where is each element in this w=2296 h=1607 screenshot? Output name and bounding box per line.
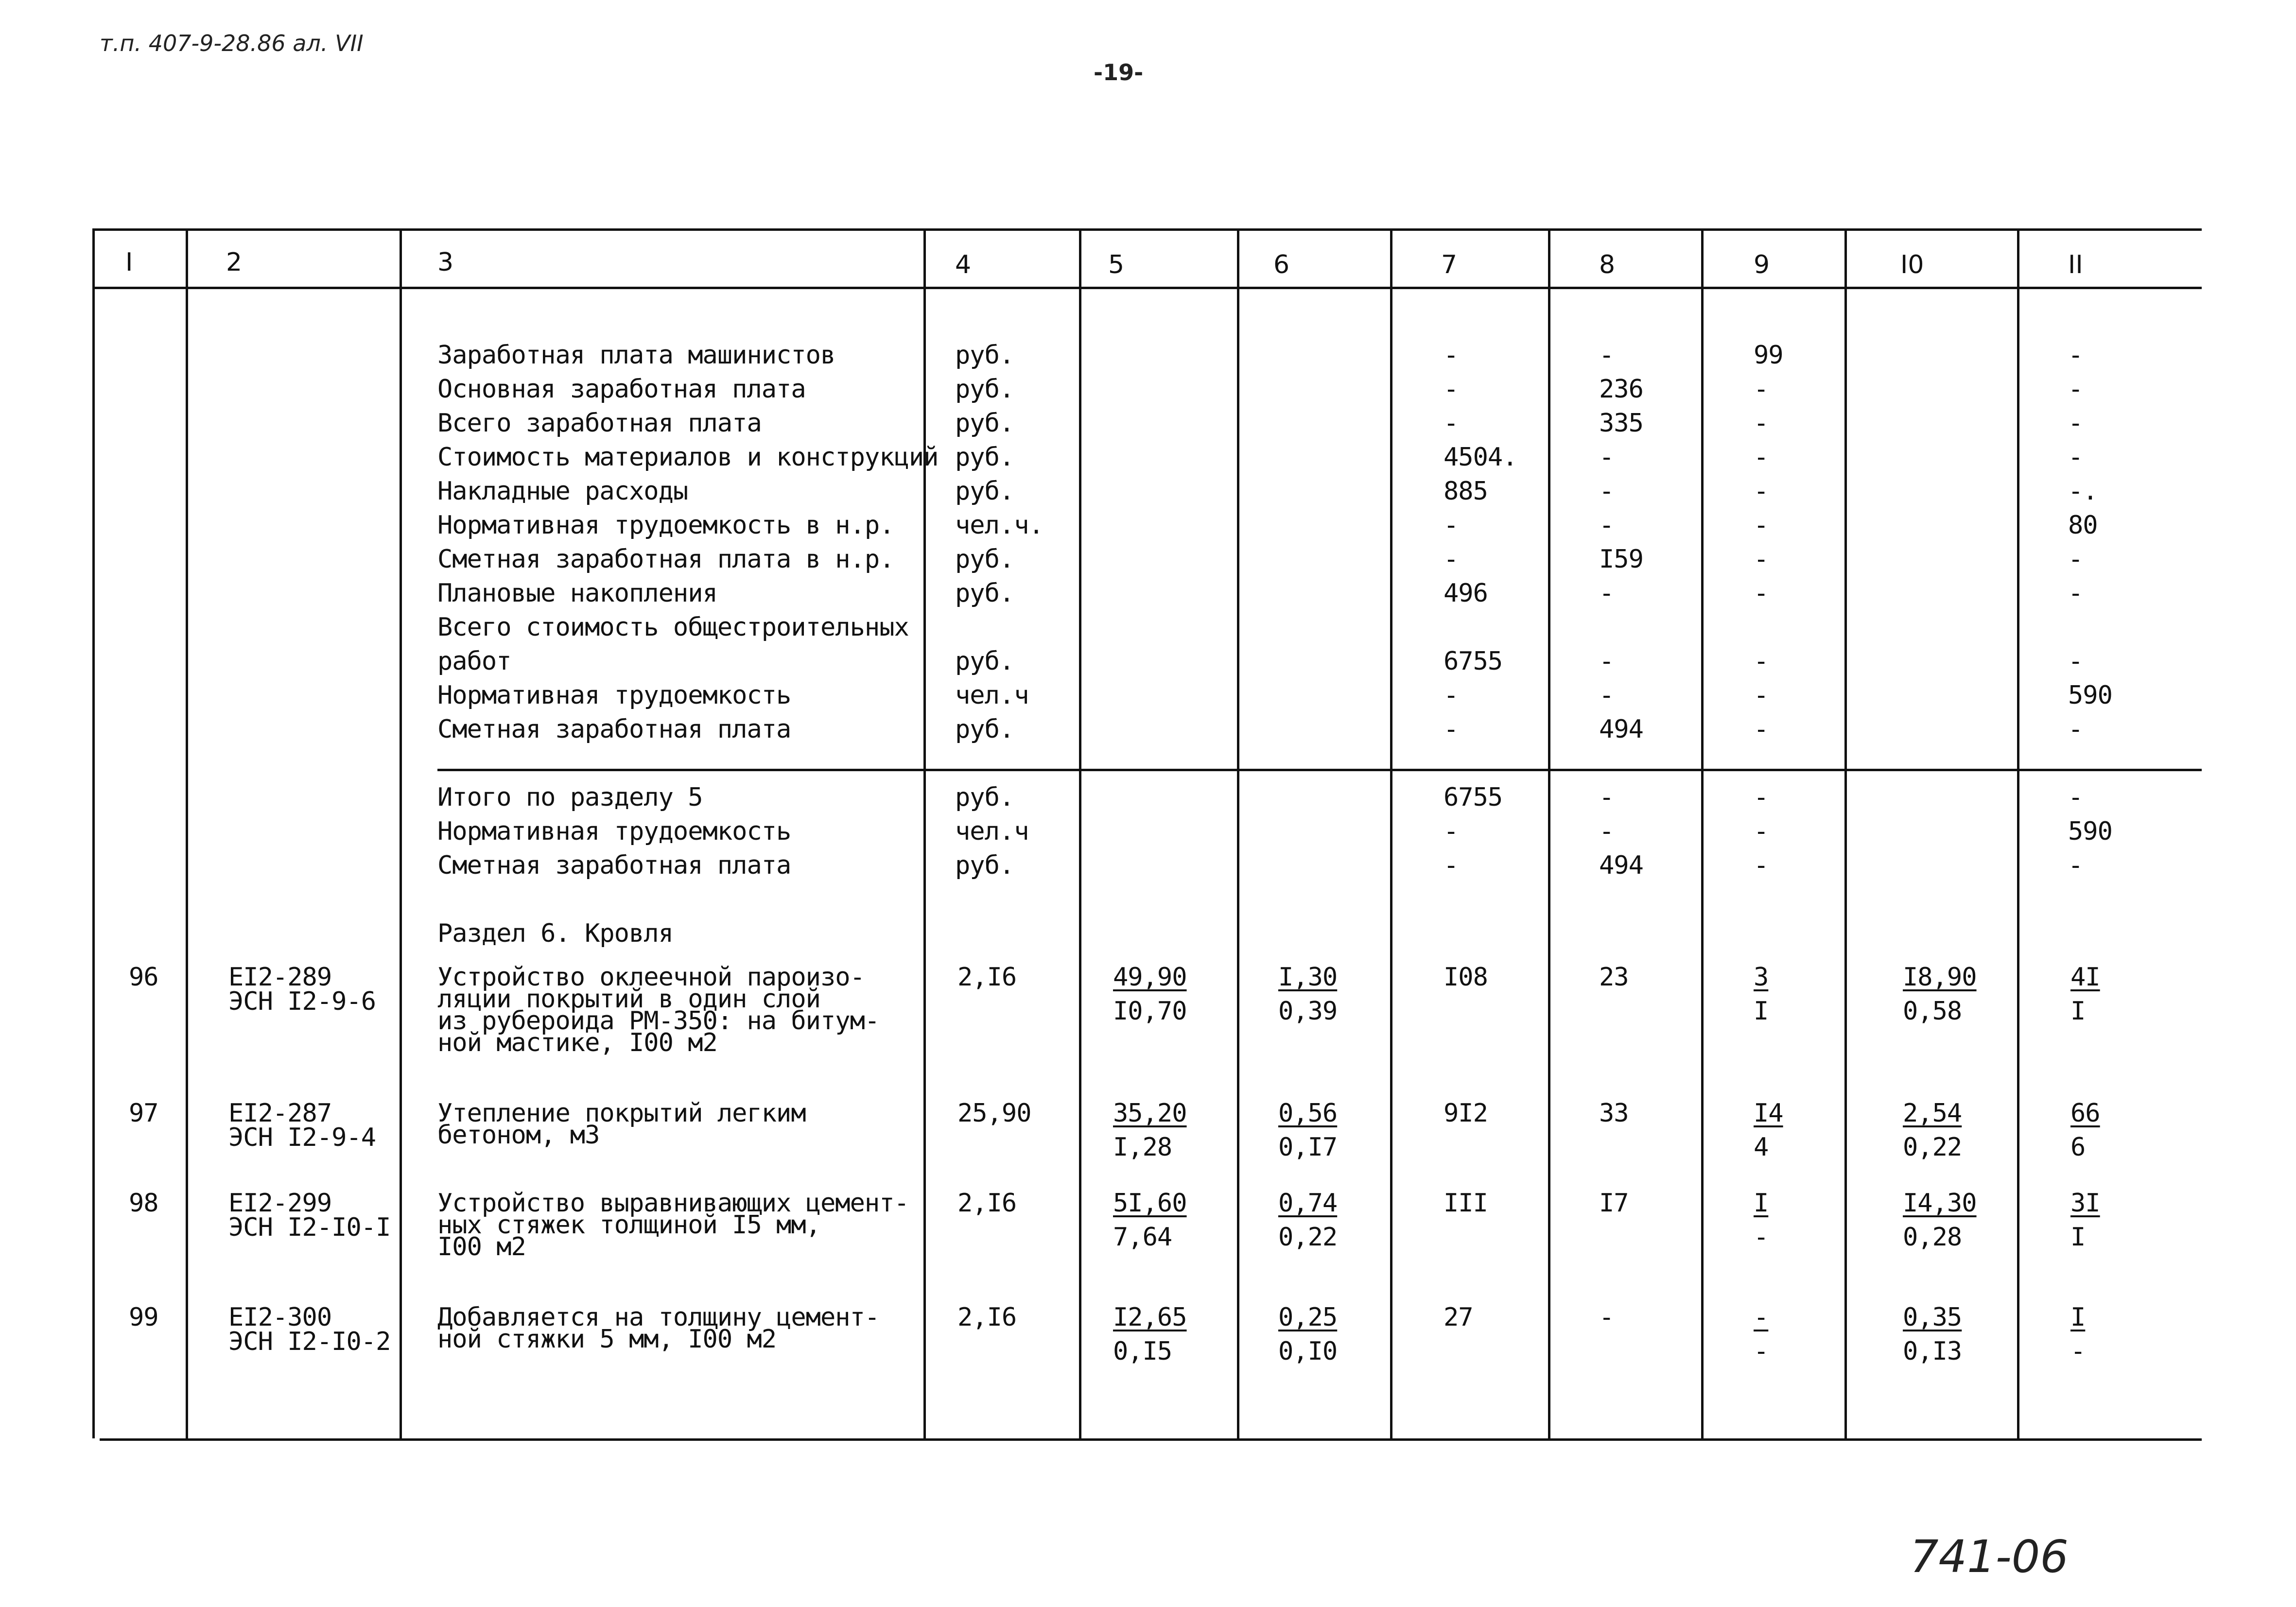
- col6-upper: I,30: [1278, 963, 1338, 992]
- row-name: Нормативная трудоемкость в н.р.: [437, 511, 894, 540]
- item-number: 96: [129, 963, 158, 992]
- col-header-5: 5: [1108, 250, 1125, 279]
- col5-lower: I0,70: [1113, 997, 1187, 1026]
- col-border-5: [1237, 228, 1239, 1438]
- col11-value: -: [2068, 851, 2083, 880]
- row-name: Основная заработная плата: [437, 375, 806, 404]
- col7-value: 6755: [1444, 783, 1503, 812]
- item-code: ЭСН I2-I0-2: [228, 1327, 391, 1356]
- item-code: ЭСН I2-9-6: [228, 987, 376, 1016]
- col9-value: -: [1754, 681, 1769, 710]
- col-border-0: [92, 228, 95, 1438]
- col-border-1: [186, 228, 188, 1438]
- item-description-line: ной мастике, I00 м2: [437, 1028, 717, 1057]
- col9-value: -: [1754, 375, 1769, 404]
- col11-lower: -: [2070, 1337, 2086, 1366]
- col8-value: -: [1599, 783, 1614, 812]
- col-header-11: II: [2068, 250, 2083, 279]
- col8-value: -: [1599, 681, 1614, 710]
- row-name: Сметная заработная плата в н.р.: [437, 545, 894, 574]
- col10-upper: I8,90: [1903, 963, 1977, 992]
- row-unit: чел.ч: [955, 681, 1029, 710]
- col7-value: -: [1444, 715, 1459, 744]
- col11-lower: I: [2070, 1223, 2086, 1252]
- row-name: Сметная заработная плата: [437, 851, 791, 880]
- col8-value: 236: [1599, 375, 1643, 404]
- col7-value: -: [1444, 545, 1459, 574]
- col11-upper: 3I: [2070, 1189, 2100, 1218]
- col9-value: -: [1754, 443, 1769, 472]
- col8-value: -: [1599, 443, 1614, 472]
- item-quantity: 2,I6: [957, 963, 1017, 992]
- row-unit: руб.: [955, 579, 1014, 608]
- col-header-3: 3: [437, 248, 454, 277]
- col6-lower: 0,I0: [1278, 1337, 1338, 1366]
- row-unit: руб.: [955, 341, 1014, 370]
- row-name: работ: [437, 647, 511, 676]
- row-name: Нормативная трудоемкость: [437, 681, 791, 710]
- item-quantity: 25,90: [957, 1099, 1031, 1128]
- col9-value: -: [1754, 511, 1769, 540]
- item-description-line: ных стяжек толщиной I5 мм,: [437, 1210, 820, 1240]
- col-border-6: [1390, 228, 1392, 1438]
- col-border-2: [400, 228, 402, 1438]
- header-bottom-rule: [92, 287, 2202, 289]
- col11-value: -: [2068, 341, 2083, 370]
- col10-lower: 0,28: [1903, 1223, 1962, 1252]
- col11-value: -: [2068, 647, 2083, 676]
- row-unit: руб.: [955, 443, 1014, 472]
- item-code: ЭСН I2-I0-I: [228, 1213, 391, 1242]
- row-unit: руб.: [955, 851, 1014, 880]
- col6-lower: 0,39: [1278, 997, 1338, 1026]
- item-description-line: Добавляется на толщину цемент-: [437, 1303, 880, 1332]
- col-header-6: 6: [1273, 250, 1290, 279]
- col11-value: -: [2068, 783, 2083, 812]
- item-description-line: бетоном, м3: [437, 1121, 600, 1150]
- row-unit: руб.: [955, 715, 1014, 744]
- table-bottom-rule: [100, 1438, 2202, 1441]
- col11-value: -: [2068, 443, 2083, 472]
- col8-value: -: [1599, 647, 1614, 676]
- col9-value: -: [1754, 647, 1769, 676]
- col7-value: -: [1444, 341, 1459, 370]
- row-unit: руб.: [955, 375, 1014, 404]
- row-unit: чел.ч.: [955, 511, 1044, 540]
- col11-value: -.: [2068, 477, 2098, 506]
- col9-value: -: [1754, 409, 1769, 438]
- col-header-1: I: [125, 248, 133, 277]
- item-description-line: ляции покрытий в один слой: [437, 985, 820, 1014]
- col-header-10: I0: [1900, 250, 1924, 279]
- col11-value: -: [2068, 715, 2083, 744]
- col9-value: -: [1754, 783, 1769, 812]
- col9-value: -: [1754, 715, 1769, 744]
- col7-value: -: [1444, 851, 1459, 880]
- col6-lower: 0,I7: [1278, 1133, 1338, 1162]
- item-description-line: I00 м2: [437, 1232, 526, 1261]
- col8-value: -: [1599, 341, 1614, 370]
- section-rule: [437, 769, 2202, 771]
- col9-lower: -: [1754, 1337, 1769, 1366]
- row-name: Заработная плата машинистов: [437, 341, 835, 370]
- col5-upper: 35,20: [1113, 1099, 1187, 1128]
- item-code: ЕI2-287: [228, 1099, 332, 1128]
- col-header-2: 2: [226, 248, 243, 277]
- col8-value: 23: [1599, 963, 1629, 992]
- col9-value: -: [1754, 851, 1769, 880]
- item-code: ЕI2-299: [228, 1189, 332, 1218]
- col9-value: -: [1754, 579, 1769, 608]
- item-description-line: Устройство оклеечной пароизо-: [437, 963, 865, 992]
- col7-value: -: [1444, 681, 1459, 710]
- col11-upper: I: [2070, 1303, 2086, 1332]
- col-border-4: [1079, 228, 1081, 1438]
- col7-value: III: [1444, 1189, 1488, 1218]
- col7-value: 27: [1444, 1303, 1473, 1332]
- col5-lower: I,28: [1113, 1133, 1172, 1162]
- row-name: Нормативная трудоемкость: [437, 817, 791, 846]
- col9-value: -: [1754, 477, 1769, 506]
- page-number: -19-: [1094, 59, 1144, 86]
- row-name: Стоимость материалов и конструкций: [437, 443, 939, 472]
- col7-value: 9I2: [1444, 1099, 1488, 1128]
- row-name: Плановые накопления: [437, 579, 717, 608]
- col8-value: I59: [1599, 545, 1643, 574]
- item-quantity: 2,I6: [957, 1303, 1017, 1332]
- col8-value: -: [1599, 579, 1614, 608]
- col11-value: -: [2068, 545, 2083, 574]
- row-unit: чел.ч: [955, 817, 1029, 846]
- item-code: ЕI2-289: [228, 963, 332, 992]
- row-unit: руб.: [955, 477, 1014, 506]
- col7-value: 6755: [1444, 647, 1503, 676]
- col6-lower: 0,22: [1278, 1223, 1338, 1252]
- item-number: 99: [129, 1303, 158, 1332]
- col8-value: -: [1599, 477, 1614, 506]
- item-description-line: Утепление покрытий легким: [437, 1099, 806, 1128]
- col7-value: -: [1444, 511, 1459, 540]
- row-name: Всего заработная плата: [437, 409, 762, 438]
- col-border-8: [1701, 228, 1704, 1438]
- item-number: 98: [129, 1189, 158, 1218]
- col11-value: 590: [2068, 817, 2112, 846]
- col7-value: 4504.: [1444, 443, 1517, 472]
- col7-value: 885: [1444, 477, 1488, 506]
- col9-upper: -: [1754, 1303, 1769, 1332]
- col11-value: -: [2068, 579, 2083, 608]
- col10-lower: 0,22: [1903, 1133, 1962, 1162]
- col-border-3: [923, 228, 926, 1438]
- col6-upper: 0,25: [1278, 1303, 1338, 1332]
- row-name: Сметная заработная плата: [437, 715, 791, 744]
- col10-upper: 0,35: [1903, 1303, 1962, 1332]
- col8-value: -: [1599, 1303, 1614, 1332]
- item-description-line: ной стяжки 5 мм, I00 м2: [437, 1325, 777, 1354]
- archive-stamp: 741-06: [1910, 1531, 2069, 1583]
- item-description-line: Устройство выравнивающих цемент-: [437, 1189, 909, 1218]
- row-name: Всего стоимость общестроительных: [437, 613, 909, 642]
- item-code: ЕI2-300: [228, 1303, 332, 1332]
- col7-value: I08: [1444, 963, 1488, 992]
- row-unit: руб.: [955, 409, 1014, 438]
- col-header-8: 8: [1599, 250, 1616, 279]
- col8-value: 33: [1599, 1099, 1629, 1128]
- col11-lower: 6: [2070, 1133, 2086, 1162]
- document-reference: т.п. 407-9-28.86 ал. VII: [100, 30, 364, 56]
- col-border-9: [1844, 228, 1847, 1438]
- col-header-7: 7: [1441, 250, 1458, 279]
- col-border-10: [2017, 228, 2019, 1438]
- row-unit: руб.: [955, 783, 1014, 812]
- col8-value: 494: [1599, 715, 1643, 744]
- row-name: Итого по разделу 5: [437, 783, 703, 812]
- col6-upper: 0,74: [1278, 1189, 1338, 1218]
- col-header-4: 4: [955, 250, 972, 279]
- col9-value: -: [1754, 817, 1769, 846]
- col5-upper: I2,65: [1113, 1303, 1187, 1332]
- col9-upper: I4: [1754, 1099, 1783, 1128]
- item-quantity: 2,I6: [957, 1189, 1017, 1218]
- col11-value: 80: [2068, 511, 2098, 540]
- col8-value: -: [1599, 511, 1614, 540]
- col5-upper: 49,90: [1113, 963, 1187, 992]
- col7-value: -: [1444, 817, 1459, 846]
- section-heading: Раздел 6. Кровля: [437, 919, 673, 948]
- col11-value: -: [2068, 409, 2083, 438]
- col10-lower: 0,I3: [1903, 1337, 1962, 1366]
- col5-upper: 5I,60: [1113, 1189, 1187, 1218]
- col10-lower: 0,58: [1903, 997, 1962, 1026]
- col10-upper: 2,54: [1903, 1099, 1962, 1128]
- col9-lower: 4: [1754, 1133, 1769, 1162]
- col9-value: -: [1754, 545, 1769, 574]
- row-name: Накладные расходы: [437, 477, 688, 506]
- col9-upper: I: [1754, 1189, 1769, 1218]
- col5-lower: 0,I5: [1113, 1337, 1172, 1366]
- col7-value: -: [1444, 375, 1459, 404]
- col5-lower: 7,64: [1113, 1223, 1172, 1252]
- col11-upper: 4I: [2070, 963, 2100, 992]
- item-description-line: из рубероида РМ-350: на битум-: [437, 1006, 880, 1036]
- col8-value: I7: [1599, 1189, 1629, 1218]
- col9-value: 99: [1754, 341, 1783, 370]
- col-header-9: 9: [1754, 250, 1770, 279]
- col-border-7: [1548, 228, 1550, 1438]
- col7-value: 496: [1444, 579, 1488, 608]
- col10-upper: I4,30: [1903, 1189, 1977, 1218]
- col9-lower: -: [1754, 1223, 1769, 1252]
- col11-lower: I: [2070, 997, 2086, 1026]
- row-unit: руб.: [955, 647, 1014, 676]
- item-number: 97: [129, 1099, 158, 1128]
- col7-value: -: [1444, 409, 1459, 438]
- col11-upper: 66: [2070, 1099, 2100, 1128]
- col11-value: 590: [2068, 681, 2112, 710]
- col11-value: -: [2068, 375, 2083, 404]
- row-unit: руб.: [955, 545, 1014, 574]
- col6-upper: 0,56: [1278, 1099, 1338, 1128]
- col8-value: 335: [1599, 409, 1643, 438]
- col8-value: -: [1599, 817, 1614, 846]
- col9-lower: I: [1754, 997, 1769, 1026]
- table-top-rule: [92, 228, 2202, 231]
- item-code: ЭСН I2-9-4: [228, 1123, 376, 1152]
- col9-upper: 3: [1754, 963, 1769, 992]
- col8-value: 494: [1599, 851, 1643, 880]
